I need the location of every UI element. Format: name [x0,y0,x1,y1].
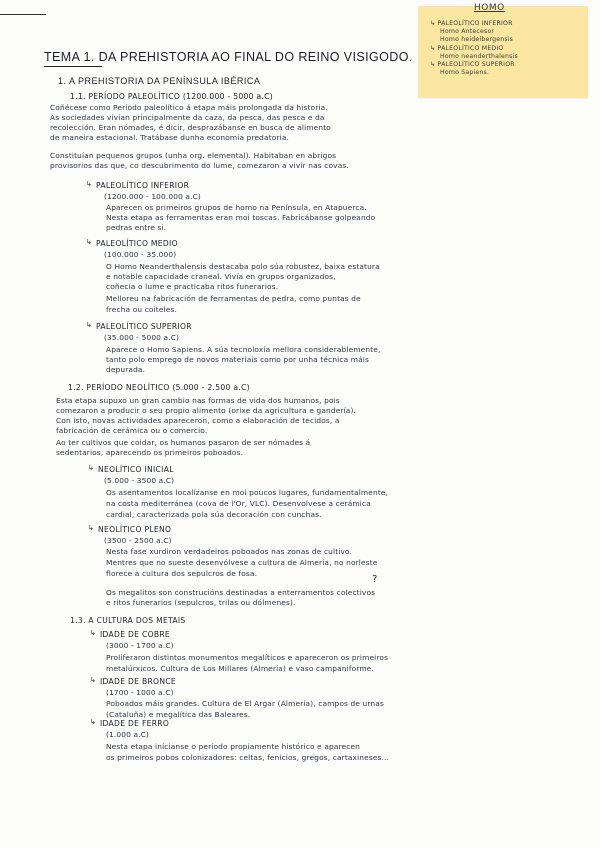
paragraph-line: os primeiros pobos colonizadores: celtas, fenicios, gregos, cartaxineses... [106,753,390,762]
paragraph-line: florece a cultura dos sepulcros de fosa. [106,569,258,578]
paragraph-line: As sociedades vivían principalmente da caza, da pesca, das pesca e da [50,113,325,122]
period-dates: (5.000 - 3500 a.C) [104,476,175,485]
paragraph-line: Melloreu na fabricación de ferramentas de pedra, como puntas de [106,294,361,303]
period-dates: (100.000 - 35.000) [104,250,177,259]
period-heading: IDADE DE BRONCE [100,677,177,686]
paragraph-line: comezaron a producir o seu propio alimento (orixe da agricultura e gandería). [56,406,357,415]
period-dates: (3500 - 2500 a.C) [104,536,172,545]
arrow-icon: ↳ [86,180,92,188]
paragraph-line: provisorios das que, co descubrimento do lume, comezaron a vivir nas covas. [50,161,349,170]
sticky-note-title: HOMO [474,3,505,13]
paragraph-line: Nesta fase xurdiron verdadeiros poboados nas zonas de cultivo. [106,547,353,556]
title-underline [44,66,102,67]
period-heading: IDADE DE COBRE [100,630,171,639]
paragraph-line: de maneira estacional. Tratábase dunha economía predatoria. [50,133,289,142]
arrow-icon: ↳ [88,464,94,472]
paragraph-line: Mentres que no sueste desenvólvese a cultura de Almería, no norleste [106,558,378,567]
paragraph-line: (Cataluña) e megalítica das Baleares. [106,710,251,719]
paragraph-line: frecha ou coiteles. [106,305,177,314]
sticky-note-line: ↳ PALEOLÍTICO INFERIOR [430,20,513,27]
arrow-icon: ↳ [86,321,92,329]
section-heading: 1. A PREHISTORIA DA PENÍNSULA IBÉRICA [58,76,261,86]
paragraph-line: e ritos funerarios (sepulcros, trilas ou dólmenes). [106,598,296,607]
page-title: TEMA 1. DA PREHISTORIA AO FINAL DO REINO VISIGODO. [44,50,413,64]
period-heading: IDADE DE FERRO [100,719,170,728]
sticky-note-line: ↳ PALEOLÍTICO MEDIO [430,44,504,52]
paragraph-line: O Homo Neanderthalensis destacaba polo súa robustez, baixa estatura [106,262,380,271]
subsection-heading: 1.3. A CULTURA DOS METAIS [70,616,186,625]
question-mark: ? [372,574,378,585]
paragraph-line: tanto polo emprego de novos materiais como por unha técnica máis [106,355,369,364]
paragraph-line: Proliferaron distintos monumentos megalíticos e apareceron os primeiros [106,653,389,662]
paragraph-line: Aparecen os primeiros grupos de homo na Península, en Atapuerca. [106,203,367,212]
paragraph-line: Ao ter cultivos que coidar, os humanos pasaron de ser nómades á [56,438,311,447]
sticky-note-line: Homo neanderthalensis [440,52,518,60]
period-dates: (3000 - 1700 a.C) [106,641,174,650]
period-dates: (35.000 - 5000 a.C) [104,333,180,342]
paragraph-line: Constituían pequenos grupos (unha org. elemental). Habitaban en abrigos [50,151,337,160]
arrow-icon: ↳ [90,718,96,726]
paragraph-line: na costa mediterránea (cova de l'Or, VLC). Desenvolvese a cerámica [106,499,371,508]
paragraph-line: sedentarios, aparecendo os primeiros poboados. [56,448,244,457]
period-heading: PALEOLÍTICO INFERIOR [96,181,190,190]
period-dates: (1200.000 - 100.000 a.C) [104,192,201,201]
period-heading: NEOLÍTICO PLENO [98,525,172,534]
paragraph-line: Aparece o Homo Sapiens. A súa tecnoloxía mellora considerablemente, [106,345,381,354]
sticky-note-line: Homo Sapiens. [440,69,490,77]
sticky-note-line: Homo Antecesor [440,28,495,36]
paragraph-line: Coñécese como Período paleolítico á etapa máis prolongada da historia. [50,103,328,112]
subsection-heading: 1.1. PERÍODO PALEOLÍTICO (1200.000 - 5000 a.C) [70,92,273,101]
period-heading: PALEOLÍTICO MEDIO [96,239,178,248]
paragraph-line: cardial, caracterizada pola súa decoración con cunchas. [106,510,322,519]
sticky-note-line: Homo heidelbergensis [440,36,514,44]
paragraph-line: recolección. Eran nómades, é dicir, desprazábanse en busca de alimento [50,123,331,132]
paragraph-line: depurada. [106,365,146,374]
paragraph-line: Nesta etapa as ferramentas eran moi toscas. Fabricábanse golpeando [106,213,376,222]
sticky-note [418,3,588,98]
arrow-icon: ↳ [90,629,96,637]
paragraph-line: Con isto, novas actividades apareceron, como a elaboración de tecidos, a [56,416,340,425]
subsection-heading: 1.2. PERÍODO NEOLÍTICO (5.000 - 2.500 a.C) [68,383,250,392]
period-dates: (1.000 a.C) [106,730,149,739]
paragraph-line: Os asentamentos localízanse en moi poucos lugares, fundamentalmente, [106,488,389,497]
paragraph-line: pedras entre si. [106,223,167,232]
period-heading: PALEOLÍTICO SUPERIOR [96,322,192,331]
arrow-icon: ↳ [90,676,96,684]
paragraph-line: Nesta etapa inícianse o período propiamente histórico e aparecen [106,742,360,751]
sticky-note-line: ↳ PALEOLÍTICO SUPERIOR [430,61,515,69]
paragraph-line: Os megalitos son construcións destinadas a enterramentos colectivos [106,588,376,597]
paragraph-line: fabricación de cerámica ou o comercio. [56,426,208,435]
top-rule [0,14,46,15]
arrow-icon: ↳ [88,524,94,532]
paragraph-line: Esta etapa supuxo un gran cambio nas formas de vida dos humanos, pois [56,396,340,405]
period-dates: (1700 - 1000 a.C) [106,688,174,697]
arrow-icon: ↳ [86,238,92,246]
period-heading: NEOLÍTICO INICIAL [98,465,174,474]
paragraph-line: e notable capacidade craneal. Vivía en grupos organizados, [106,272,336,281]
paragraph-line: coñecía o lume e practicaba ritos funerarios. [106,282,279,291]
paragraph-line: metalúrxicos. Cultura de Los Millares (Almería) e vaso campaniforme. [106,664,374,673]
paragraph-line: Poboados máis grandes. Cultura de El Argar (Almería), campos de urnas [106,699,384,708]
